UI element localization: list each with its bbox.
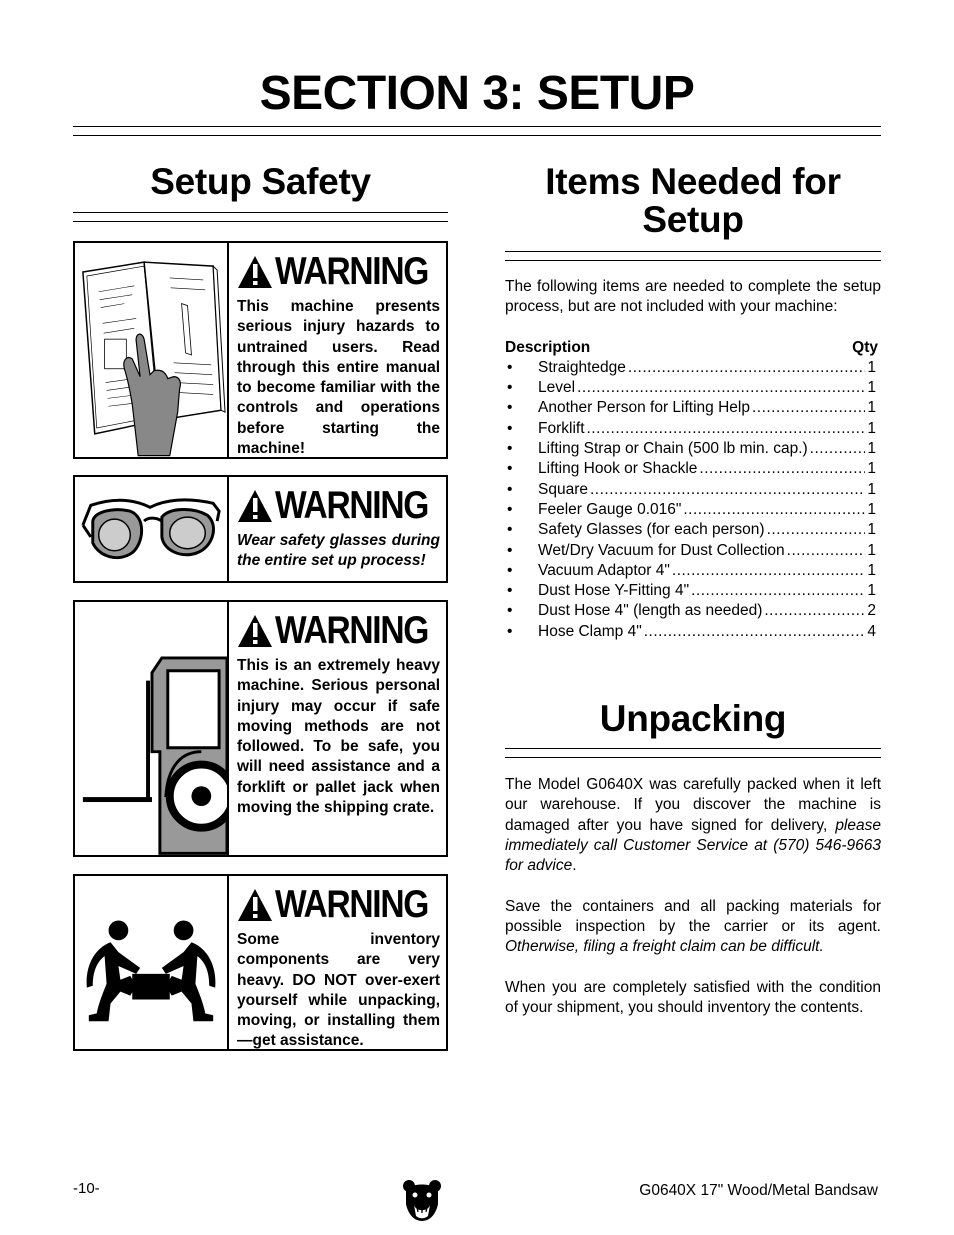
warning-triangle-icon [237,888,273,922]
warning-triangle-icon [237,614,273,648]
two-person-lift-icon [75,876,229,1049]
warning-label: WARNING [275,484,429,527]
items-needed-heading-line2: Setup [642,199,744,240]
item-qty: 1 [867,379,876,397]
items-needed-heading-line1: Items Needed for [545,161,841,202]
item-name: Another Person for Lifting Help [538,399,750,417]
leader-dots [590,480,865,500]
leader-dots [699,459,865,479]
bullet: • [507,399,513,417]
bullet: • [507,500,513,518]
item-qty: 1 [867,521,876,539]
warning-box-glasses [73,475,448,583]
item-name: Safety Glasses (for each person) [538,521,765,539]
bullet: • [507,379,513,397]
page-number: -10- [73,1180,100,1197]
item-name: Dust Hose Y-Fitting 4" [538,582,690,600]
item-qty: 1 [867,399,876,417]
list-item [505,439,876,459]
unpacking-paragraph-1 [505,775,881,876]
list-item [505,622,876,642]
item-name: Level [538,379,576,397]
unpacking-heading: Unpacking [599,698,787,739]
bullet: • [507,419,513,437]
title-rule [73,126,881,136]
manual-reading-icon [75,243,229,457]
item-qty: 1 [867,419,876,437]
model-name: G0640X 17" Wood/Metal Bandsaw [639,1182,878,1199]
warning-label: WARNING [275,250,429,293]
warning-box-forklift [73,600,448,857]
list-item [505,520,876,540]
item-name: Square [538,480,588,498]
leader-dots [691,581,865,601]
item-qty: 2 [867,602,876,620]
item-qty: 4 [867,622,876,640]
warning-triangle-icon [237,489,273,523]
items-intro: The following items are needed to complete the setup process, but are not included with your machine: [505,278,881,316]
safety-glasses-icon [75,477,229,581]
list-item [505,561,876,581]
warning-text: This machine presents serious injury hazards to untrained users. Read through this entire manual to become familiar with the controls and operations before starting the machine! [237,298,440,458]
freight-claim-note: Otherwise, filing a freight claim can be difficult. [505,938,824,956]
bullet: • [507,582,513,600]
bullet: • [507,521,513,539]
warning-triangle-icon [237,255,273,289]
list-item [505,480,876,500]
items-header [505,338,881,358]
leader-dots [787,541,866,561]
list-item [505,541,876,561]
item-qty: 1 [867,541,876,559]
description-column-header: Description [505,338,591,356]
item-qty: 1 [867,460,876,478]
leader-dots [644,622,866,642]
bullet: • [507,561,513,579]
leader-dots [587,419,866,439]
list-item [505,601,876,621]
unpacking-paragraph-2 [505,897,881,958]
item-name: Forklift [538,419,585,437]
leader-dots [764,601,865,621]
leader-dots [752,398,865,418]
items-needed-rule [505,251,881,261]
list-item [505,378,876,398]
leader-dots [683,500,865,520]
warning-box-heavy [73,874,448,1051]
list-item [505,398,876,418]
item-name: Dust Hose 4" (length as needed) [538,602,763,620]
item-name: Straightedge [538,358,626,376]
item-name: Vacuum Adaptor 4" [538,561,670,579]
item-name: Lifting Strap or Chain (500 lb min. cap.) [538,440,808,458]
item-qty: 1 [867,440,876,458]
warning-text: Wear safety glasses during the entire set up process! [237,532,440,570]
item-name: Wet/Dry Vacuum for Dust Collection [538,541,785,559]
section-title: SECTION 3: SETUP [259,67,695,120]
item-name: Feeler Gauge 0.016" [538,500,682,518]
unpacking-p2-text: Save the containers and all packing materials for possible inspection by the carrier or its agent. [505,897,881,936]
bullet: • [507,602,513,620]
bullet: • [507,460,513,478]
list-item [505,419,876,439]
qty-column-header: Qty [852,338,878,356]
leader-dots [810,439,866,459]
unpacking-p1-end: . [572,857,577,875]
warning-box-manual [73,241,448,459]
leader-dots [767,520,866,540]
items-list [505,358,881,642]
list-item [505,581,876,601]
item-qty: 1 [867,480,876,498]
leader-dots [628,358,865,378]
leader-dots [672,561,865,581]
items-needed-heading [505,163,881,239]
bullet: • [507,480,513,498]
forklift-icon [75,602,229,855]
warning-text: Some inventory components are very heavy. DO NOT over-exert yourself while unpacking, moving, or installing them—get assistance. [237,931,440,1050]
setup-safety-rule [73,212,448,222]
bullet: • [507,541,513,559]
item-name: Lifting Hook or Shackle [538,460,698,478]
bullet: • [507,358,513,376]
list-item [505,459,876,479]
unpacking-rule [505,748,881,758]
item-qty: 1 [867,500,876,518]
bear-head-logo [402,1178,442,1222]
bullet: • [507,440,513,458]
setup-safety-heading: Setup Safety [150,161,371,202]
item-qty: 1 [867,358,876,376]
customer-service-note: please immediately call Customer Service at (570) 546-9663 for advice [505,816,881,875]
item-name: Hose Clamp 4" [538,622,642,640]
item-qty: 1 [867,582,876,600]
bullet: • [507,622,513,640]
unpacking-paragraph-3: When you are completely satisfied with the condition of your shipment, you should inventory the contents. [505,978,881,1017]
list-item [505,500,876,520]
warning-label: WARNING [275,609,429,652]
leader-dots [577,378,865,398]
item-qty: 1 [867,561,876,579]
warning-label: WARNING [275,883,429,926]
warning-text: This is an extremely heavy machine. Serious personal injury may occur if safe moving methods are not followed. To be safe, you will need assistance and a forklift or pallet jack when moving the shipping crate. [237,657,440,817]
list-item [505,358,876,378]
unpacking-p1-text: The Model G0640X was carefully packed when it left our warehouse. If you discover the machine is damaged after you have signed for delivery, [505,776,881,834]
